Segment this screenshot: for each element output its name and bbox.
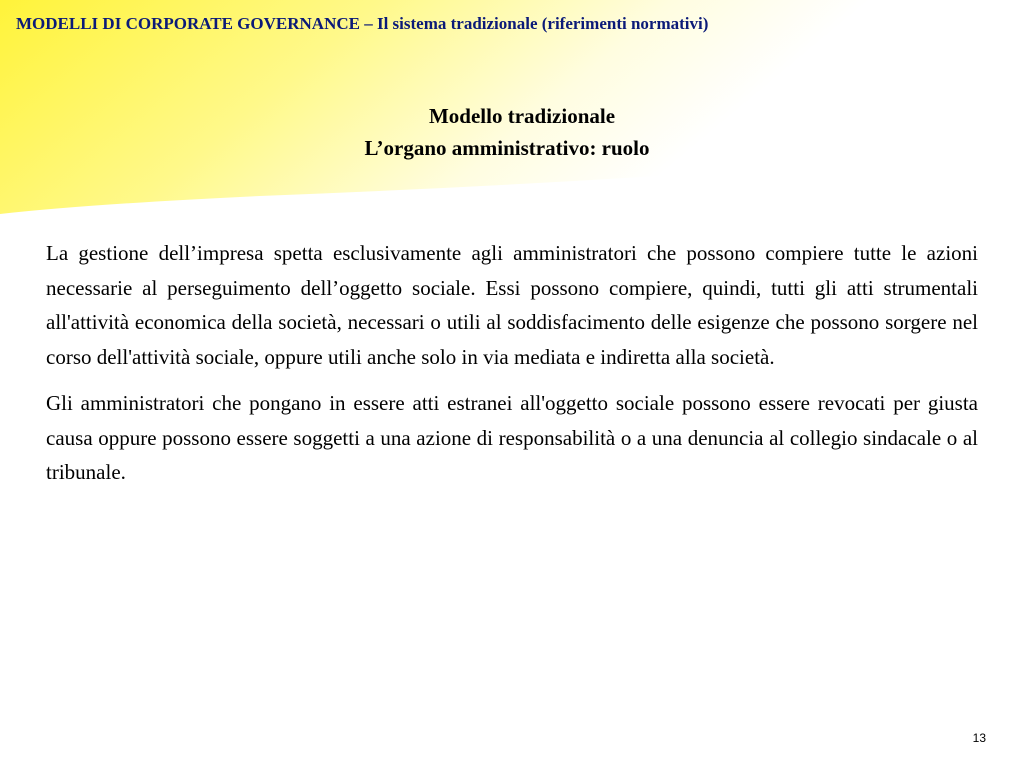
body-paragraph-2: Gli amministratori che pongano in essere atti estranei all'oggetto sociale possono essere revocati per giusta causa oppure possono essere soggetti a una azione di responsabilità o a una denuncia al collegio sindacale o al tribunale. bbox=[46, 391, 978, 484]
section-subtitle: L’organo amministrativo: ruolo bbox=[364, 136, 650, 160]
section-heading bbox=[0, 100, 1024, 164]
section-title: Modello tradizionale bbox=[428, 104, 616, 128]
header-title: MODELLI DI CORPORATE GOVERNANCE – Il sistema tradizionale (riferimenti normativi) bbox=[16, 14, 709, 33]
body-content bbox=[46, 236, 978, 502]
body-paragraph-1: La gestione dell’impresa spetta esclusivamente agli amministratori che possono compiere tutte le azioni necessarie al perseguimento dell’oggetto sociale. Essi possono compiere, quindi, tutti gli atti strumentali all'attività economica della società, necessari o utili al soddisfacimento delle esigenze che possono sorgere nel corso dell'attività sociale, oppure utili anche solo in via mediata e indiretta alla società. bbox=[46, 241, 978, 369]
page-number: 13 bbox=[972, 731, 986, 745]
